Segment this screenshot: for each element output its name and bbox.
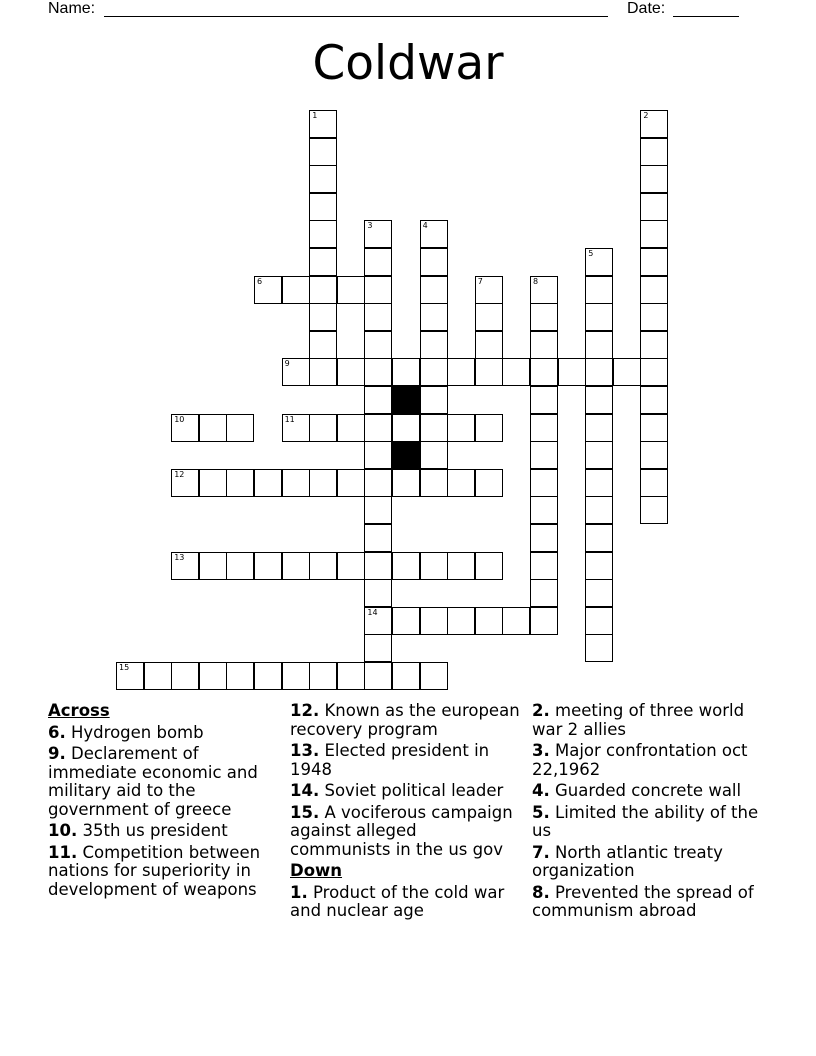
- answer-cell[interactable]: [364, 552, 392, 580]
- clue-number: 5.: [532, 802, 550, 822]
- name-label: Name:: [48, 0, 96, 17]
- answer-cell[interactable]: [364, 662, 392, 690]
- answer-cell[interactable]: [420, 552, 448, 580]
- answer-cell[interactable]: [640, 441, 668, 469]
- answer-cell[interactable]: [640, 414, 668, 442]
- answer-cell[interactable]: [585, 386, 613, 414]
- cell-number: 1: [312, 111, 318, 120]
- answer-cell[interactable]: [364, 414, 392, 442]
- answer-cell[interactable]: [309, 303, 337, 331]
- answer-cell[interactable]: [364, 469, 392, 497]
- answer-cell[interactable]: [282, 414, 310, 442]
- answer-cell[interactable]: [144, 662, 172, 690]
- black-square: [392, 441, 420, 469]
- answer-cell[interactable]: [585, 414, 613, 442]
- answer-cell[interactable]: [309, 552, 337, 580]
- answer-cell[interactable]: [337, 552, 365, 580]
- answer-cell[interactable]: [420, 469, 448, 497]
- clue-down-2: [532, 702, 762, 739]
- answer-cell[interactable]: [226, 414, 254, 442]
- answer-cell[interactable]: [309, 276, 337, 304]
- cell-number: 12: [174, 469, 185, 479]
- answer-cell[interactable]: [502, 358, 530, 386]
- answer-cell[interactable]: [640, 303, 668, 331]
- answer-cell[interactable]: [613, 358, 641, 386]
- clue-text: Product of the cold war and nuclear age: [290, 882, 505, 920]
- cell-number: 2: [643, 111, 649, 120]
- cell-number: 14: [367, 607, 378, 617]
- clue-column-1: [48, 702, 273, 902]
- answer-cell[interactable]: [475, 358, 503, 386]
- clue-across-15: [290, 804, 520, 860]
- answer-cell[interactable]: [392, 662, 420, 690]
- clue-text: Soviet political leader: [324, 781, 504, 800]
- cell-number: 7: [477, 276, 483, 286]
- answer-cell[interactable]: [585, 579, 613, 607]
- answer-cell[interactable]: [392, 469, 420, 497]
- answer-cell[interactable]: [475, 607, 503, 635]
- answer-cell[interactable]: [420, 441, 448, 469]
- answer-cell[interactable]: [309, 110, 337, 138]
- answer-cell[interactable]: [420, 386, 448, 414]
- clue-number: 4.: [532, 781, 550, 800]
- answer-cell[interactable]: [309, 358, 337, 386]
- answer-cell[interactable]: [364, 248, 392, 276]
- answer-cell[interactable]: [475, 303, 503, 331]
- answer-cell[interactable]: [585, 469, 613, 497]
- clue-number: 11.: [48, 842, 78, 862]
- answer-cell[interactable]: [254, 552, 282, 580]
- answer-cell[interactable]: [309, 165, 337, 193]
- answer-cell[interactable]: [226, 662, 254, 690]
- clue-text: Hydrogen bomb: [71, 722, 204, 742]
- answer-cell[interactable]: [640, 331, 668, 359]
- answer-cell[interactable]: [392, 607, 420, 635]
- clue-down-8: [532, 884, 762, 921]
- answer-cell[interactable]: [364, 634, 392, 662]
- answer-cell[interactable]: [364, 496, 392, 524]
- cell-number: 15: [119, 663, 130, 672]
- clue-down-5: [532, 804, 762, 841]
- answer-cell[interactable]: [116, 662, 144, 690]
- date-label: Date:: [627, 0, 666, 17]
- answer-cell[interactable]: [199, 414, 227, 442]
- answer-cell[interactable]: [585, 441, 613, 469]
- answer-cell[interactable]: [502, 607, 530, 635]
- clue-across-12: [290, 702, 520, 739]
- clue-text: Limited the ability of the us: [532, 802, 759, 840]
- answer-cell[interactable]: [171, 414, 199, 442]
- answer-cell[interactable]: [640, 110, 668, 138]
- answer-cell[interactable]: [475, 469, 503, 497]
- answer-cell[interactable]: [420, 248, 448, 276]
- answer-cell[interactable]: [585, 524, 613, 552]
- answer-cell[interactable]: [420, 303, 448, 331]
- clue-down-7: [532, 844, 762, 881]
- answer-cell[interactable]: [447, 414, 475, 442]
- answer-cell[interactable]: [309, 220, 337, 248]
- answer-cell[interactable]: [530, 386, 558, 414]
- clue-across-9: [48, 745, 273, 819]
- clue-down-1: [290, 884, 520, 921]
- answer-cell[interactable]: [420, 662, 448, 690]
- answer-cell[interactable]: [530, 607, 558, 635]
- answer-cell[interactable]: [585, 607, 613, 635]
- answer-cell[interactable]: [640, 248, 668, 276]
- answer-cell[interactable]: [254, 469, 282, 497]
- cell-number: 3: [367, 221, 373, 231]
- answer-cell[interactable]: [171, 552, 199, 580]
- answer-cell[interactable]: [420, 358, 448, 386]
- clue-number: 7.: [532, 842, 550, 862]
- answer-cell[interactable]: [309, 414, 337, 442]
- clue-across-6: [48, 724, 273, 743]
- answer-cell[interactable]: [420, 607, 448, 635]
- answer-cell[interactable]: [337, 469, 365, 497]
- across-heading: Across: [48, 701, 110, 720]
- clue-across-11: [48, 844, 273, 900]
- clue-text: North atlantic treaty organization: [532, 842, 723, 880]
- answer-cell[interactable]: [199, 469, 227, 497]
- answer-cell[interactable]: [171, 662, 199, 690]
- answer-cell[interactable]: [364, 303, 392, 331]
- puzzle-title: Coldwar: [312, 36, 504, 91]
- clue-text: Guarded concrete wall: [555, 781, 742, 800]
- answer-cell[interactable]: [530, 524, 558, 552]
- answer-cell[interactable]: [226, 552, 254, 580]
- cell-number: 8: [533, 276, 539, 286]
- answer-cell[interactable]: [364, 220, 392, 248]
- clue-text: Elected president in 1948: [290, 741, 490, 779]
- answer-cell[interactable]: [392, 358, 420, 386]
- clue-across-13: [290, 742, 520, 779]
- answer-cell[interactable]: [337, 358, 365, 386]
- answer-cell[interactable]: [337, 276, 365, 304]
- answer-cell[interactable]: [254, 276, 282, 304]
- answer-cell[interactable]: [585, 303, 613, 331]
- answer-cell[interactable]: [640, 358, 668, 386]
- answer-cell[interactable]: [585, 248, 613, 276]
- clue-column-2: [290, 702, 520, 924]
- answer-cell[interactable]: [199, 552, 227, 580]
- answer-cell[interactable]: [640, 496, 668, 524]
- answer-cell[interactable]: [447, 358, 475, 386]
- clue-text: Competition between nations for superiority in development of weapons: [48, 842, 261, 899]
- answer-cell[interactable]: [530, 331, 558, 359]
- answer-cell[interactable]: [364, 441, 392, 469]
- answer-cell[interactable]: [530, 496, 558, 524]
- answer-cell[interactable]: [475, 331, 503, 359]
- down-heading: Down: [290, 861, 343, 880]
- answer-cell[interactable]: [282, 358, 310, 386]
- answer-cell[interactable]: [199, 662, 227, 690]
- answer-cell[interactable]: [420, 276, 448, 304]
- clue-number: 2.: [532, 701, 550, 720]
- answer-cell[interactable]: [309, 469, 337, 497]
- answer-cell[interactable]: [309, 662, 337, 690]
- answer-cell[interactable]: [447, 607, 475, 635]
- answer-cell[interactable]: [447, 469, 475, 497]
- answer-cell[interactable]: [530, 358, 558, 386]
- answer-cell[interactable]: [420, 331, 448, 359]
- answer-cell[interactable]: [640, 386, 668, 414]
- clue-list: [0, 702, 816, 1022]
- clue-number: 14.: [290, 781, 320, 800]
- answer-cell[interactable]: [530, 441, 558, 469]
- answer-cell[interactable]: [475, 414, 503, 442]
- answer-cell[interactable]: [309, 193, 337, 221]
- answer-cell[interactable]: [585, 331, 613, 359]
- clue-text: Prevented the spread of communism abroad: [532, 882, 754, 920]
- clue-number: 9.: [48, 744, 66, 763]
- answer-cell[interactable]: [282, 552, 310, 580]
- answer-cell[interactable]: [640, 165, 668, 193]
- cell-number: 13: [174, 552, 185, 562]
- answer-cell[interactable]: [475, 276, 503, 304]
- cell-number: 4: [422, 221, 428, 231]
- clue-number: 15.: [290, 802, 320, 822]
- cell-number: 11: [284, 414, 295, 424]
- clue-number: 13.: [290, 741, 320, 760]
- answer-cell[interactable]: [530, 303, 558, 331]
- clue-text: meeting of three world war 2 allies: [532, 701, 745, 739]
- answer-cell[interactable]: [585, 276, 613, 304]
- answer-cell[interactable]: [337, 662, 365, 690]
- answer-cell[interactable]: [640, 469, 668, 497]
- clue-number: 8.: [532, 882, 550, 902]
- answer-cell[interactable]: [392, 414, 420, 442]
- answer-cell[interactable]: [282, 469, 310, 497]
- answer-cell[interactable]: [364, 276, 392, 304]
- clue-number: 3.: [532, 741, 550, 760]
- answer-cell[interactable]: [282, 662, 310, 690]
- clue-down-3: [532, 742, 762, 779]
- answer-cell[interactable]: [640, 220, 668, 248]
- answer-cell[interactable]: [364, 386, 392, 414]
- clue-column-3: [532, 702, 762, 924]
- answer-cell[interactable]: [364, 607, 392, 635]
- answer-cell[interactable]: [420, 414, 448, 442]
- clue-down-4: [532, 782, 762, 801]
- answer-cell[interactable]: [309, 138, 337, 166]
- clue-text: A vociferous campaign against alleged communists in the us gov: [290, 802, 513, 859]
- answer-cell[interactable]: [640, 138, 668, 166]
- answer-cell[interactable]: [585, 496, 613, 524]
- cell-number: 5: [588, 249, 594, 258]
- answer-cell[interactable]: [475, 552, 503, 580]
- answer-cell[interactable]: [558, 358, 586, 386]
- answer-cell[interactable]: [171, 469, 199, 497]
- answer-cell[interactable]: [530, 579, 558, 607]
- answer-cell[interactable]: [364, 331, 392, 359]
- clue-across-14: [290, 782, 520, 801]
- clue-text: 35th us president: [82, 821, 228, 840]
- clue-across-10: [48, 822, 273, 841]
- clue-number: 12.: [290, 701, 320, 720]
- answer-cell[interactable]: [585, 358, 613, 386]
- answer-cell[interactable]: [447, 552, 475, 580]
- answer-cell[interactable]: [392, 552, 420, 580]
- clue-text: Known as the european recovery program: [290, 701, 520, 739]
- cell-number: 9: [284, 359, 290, 369]
- answer-cell[interactable]: [640, 276, 668, 304]
- answer-cell[interactable]: [282, 276, 310, 304]
- answer-cell[interactable]: [640, 193, 668, 221]
- answer-cell[interactable]: [585, 552, 613, 580]
- answer-cell[interactable]: [585, 634, 613, 662]
- answer-cell[interactable]: [254, 662, 282, 690]
- answer-cell[interactable]: [364, 524, 392, 552]
- answer-cell[interactable]: [530, 469, 558, 497]
- clue-number: 10.: [48, 821, 78, 840]
- cell-number: 6: [257, 276, 263, 286]
- answer-cell[interactable]: [530, 276, 558, 304]
- answer-cell[interactable]: [420, 220, 448, 248]
- answer-cell[interactable]: [364, 579, 392, 607]
- answer-cell[interactable]: [309, 248, 337, 276]
- clue-number: 1.: [290, 882, 308, 902]
- answer-cell[interactable]: [309, 331, 337, 359]
- answer-cell[interactable]: [530, 552, 558, 580]
- cell-number: 10: [174, 414, 185, 424]
- clue-text: Major confrontation oct 22,1962: [532, 741, 748, 779]
- clue-number: 6.: [48, 722, 66, 742]
- clue-text: Declarement of immediate economic and military aid to the government of greece: [48, 744, 258, 819]
- answer-cell[interactable]: [364, 358, 392, 386]
- answer-cell[interactable]: [337, 414, 365, 442]
- answer-cell[interactable]: [530, 414, 558, 442]
- black-square: [392, 386, 420, 414]
- answer-cell[interactable]: [226, 469, 254, 497]
